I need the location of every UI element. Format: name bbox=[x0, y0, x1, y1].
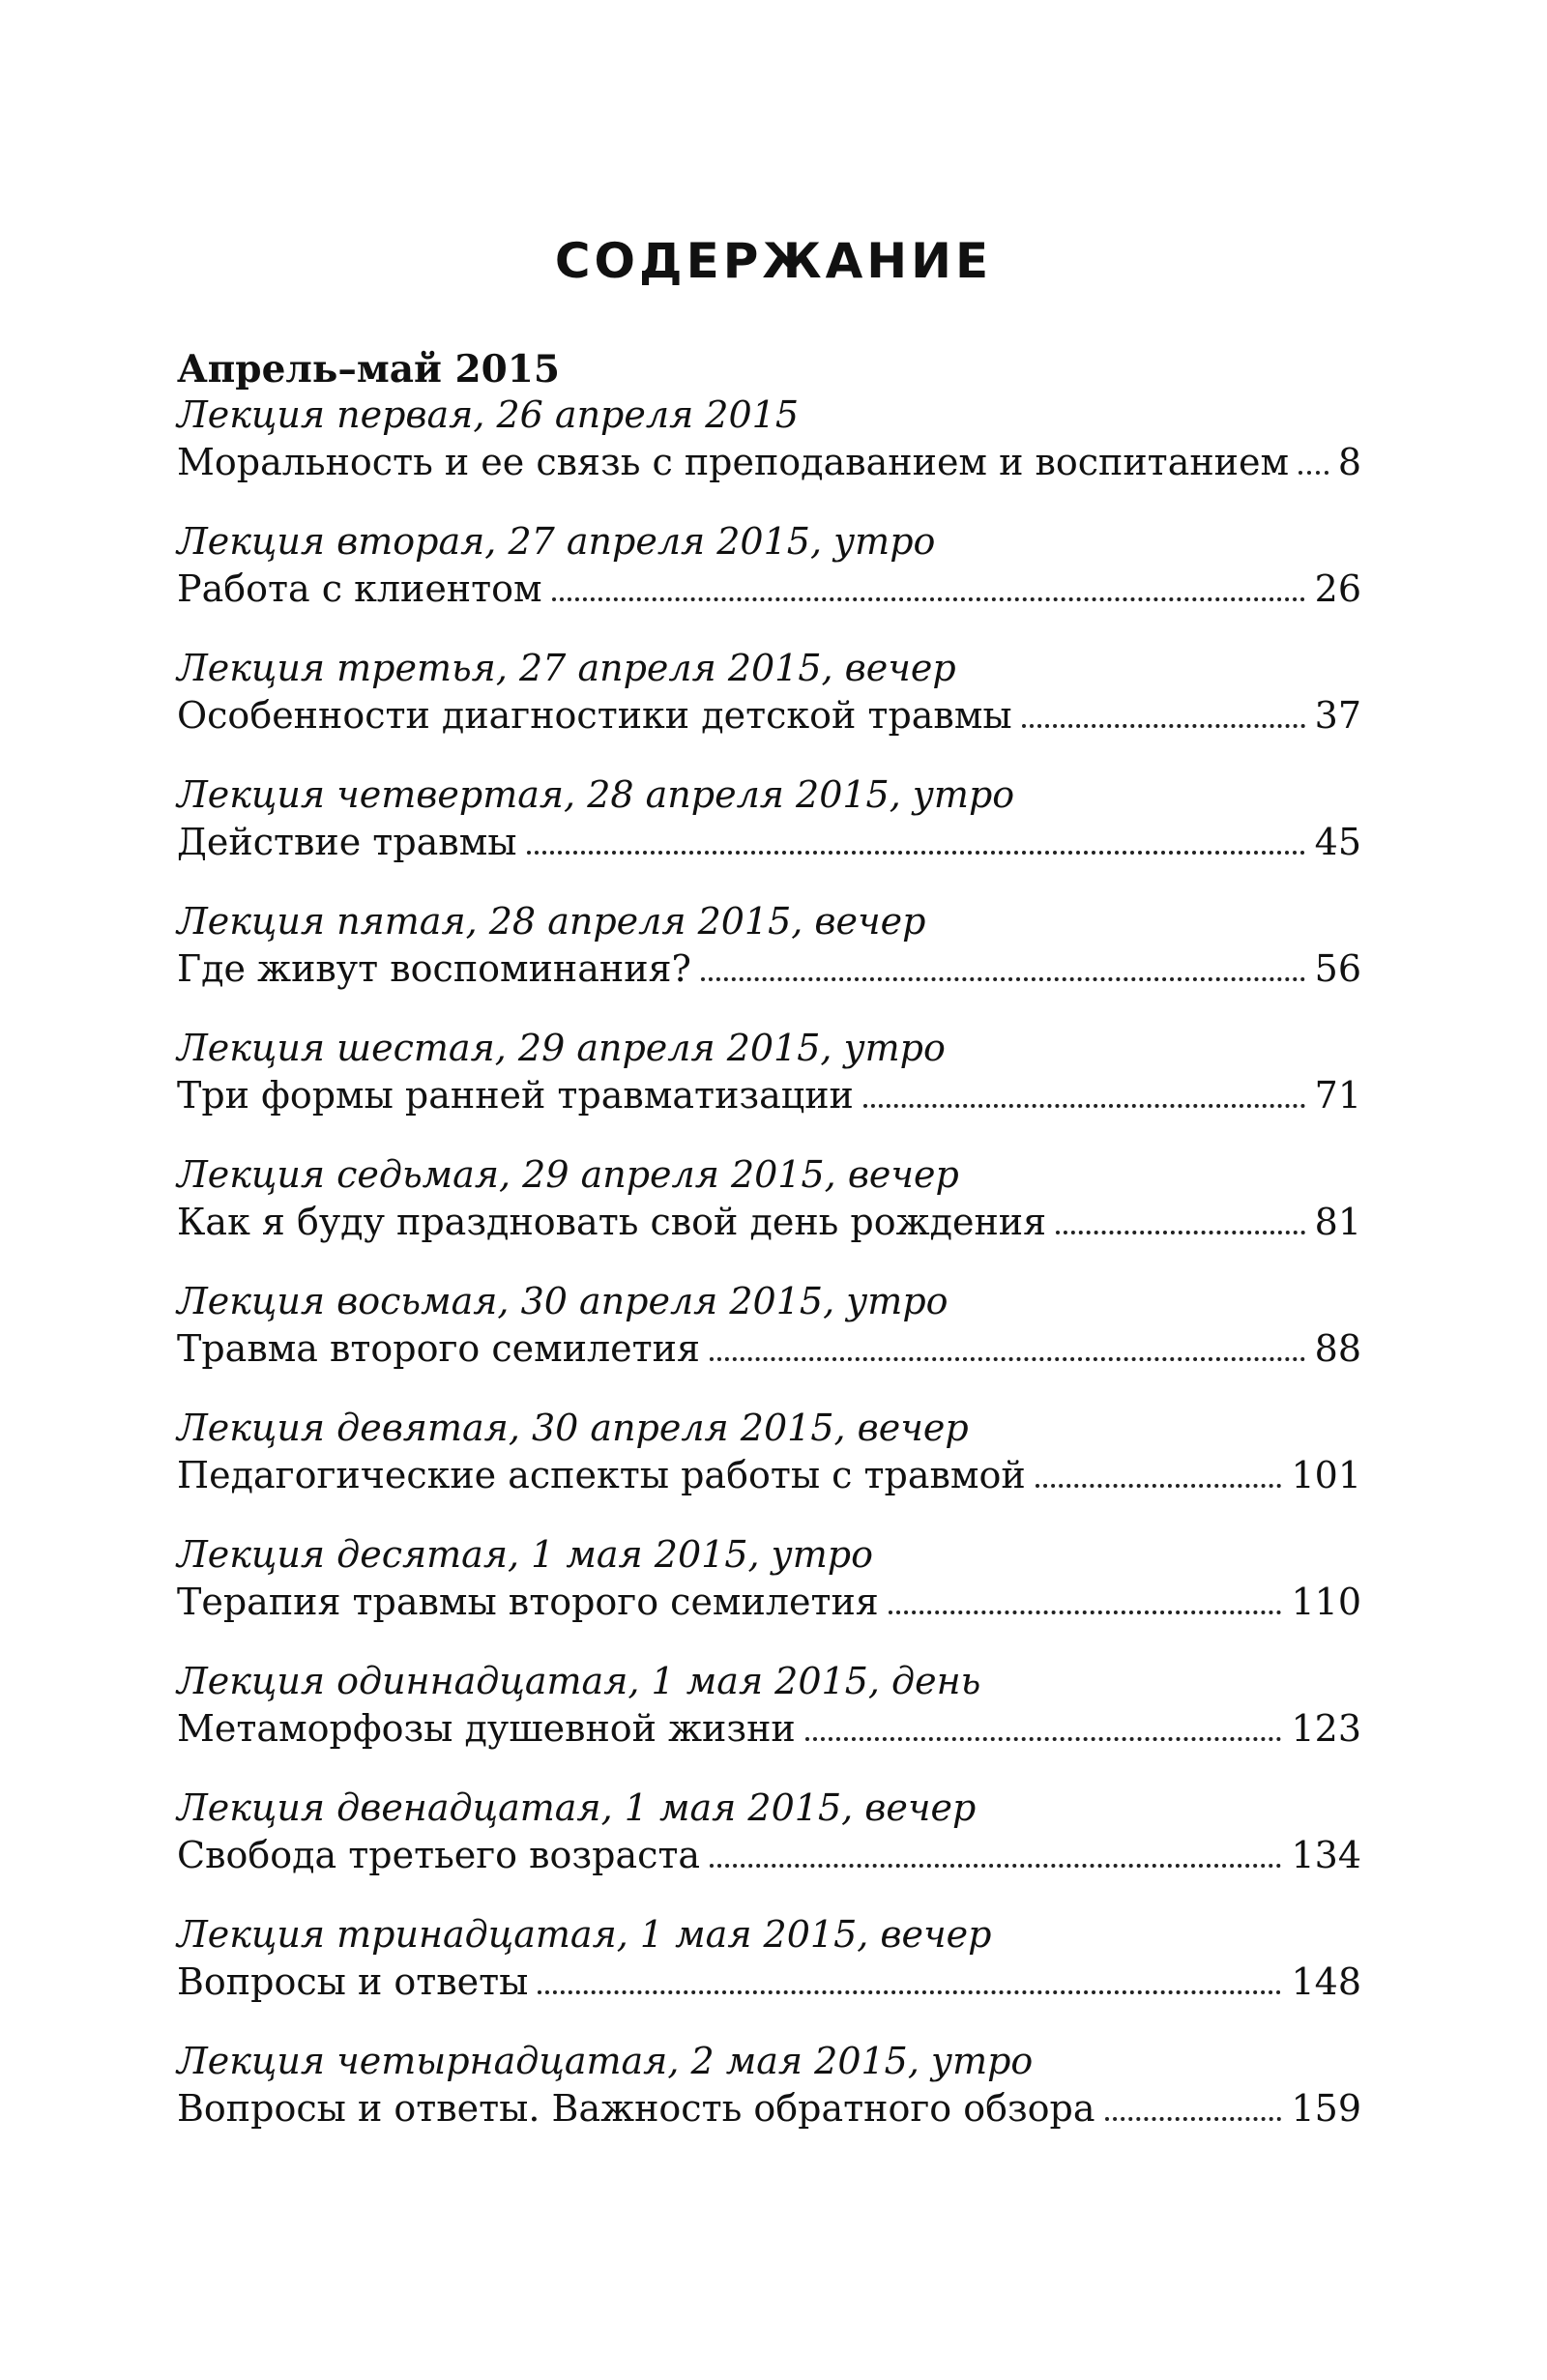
dot-leader bbox=[1022, 724, 1305, 728]
toc-line bbox=[177, 691, 1361, 740]
page-number: 159 bbox=[1291, 2087, 1361, 2130]
lecture-heading: Лекция шестая, 29 апреля 2015, утро bbox=[177, 1027, 946, 1069]
page-number: 56 bbox=[1314, 947, 1361, 990]
chapter-title: Работа с клиентом bbox=[177, 567, 542, 610]
toc-entry-11[interactable] bbox=[177, 1659, 1361, 1753]
toc-line bbox=[177, 1958, 1361, 2006]
chapter-title: Вопросы и ответы. Важность обратного обзора bbox=[177, 2087, 1095, 2130]
lecture-heading: Лекция вторая, 27 апреля 2015, утро bbox=[177, 520, 936, 563]
toc-entry-8[interactable] bbox=[177, 1279, 1361, 1373]
toc-entry-12[interactable] bbox=[177, 1785, 1361, 1879]
page-number: 148 bbox=[1291, 1960, 1361, 2003]
toc-line bbox=[177, 1324, 1361, 1373]
lecture-heading: Лекция двенадцатая, 1 мая 2015, вечер bbox=[177, 1786, 977, 1829]
chapter-title: Терапия травмы второго семилетия bbox=[177, 1581, 879, 1623]
chapter-title: Травма второго семилетия bbox=[177, 1327, 700, 1370]
chapter-title: Моральность и ее связь с преподаванием и воспитанием bbox=[177, 441, 1290, 483]
chapter-title: Вопросы и ответы bbox=[177, 1960, 529, 2003]
chapter-title: Свобода третьего возраста bbox=[177, 1834, 701, 1876]
lecture-heading: Лекция девятая, 30 апреля 2015, вечер bbox=[177, 1407, 969, 1449]
dot-leader bbox=[701, 977, 1305, 981]
page-number: 45 bbox=[1314, 821, 1361, 863]
page-number: 8 bbox=[1337, 441, 1361, 483]
page-number: 81 bbox=[1314, 1201, 1361, 1243]
toc-line bbox=[177, 565, 1361, 613]
toc-entry-13[interactable] bbox=[177, 1912, 1361, 2006]
toc-entry-3[interactable] bbox=[177, 646, 1361, 740]
lecture-heading: Лекция тринадцатая, 1 мая 2015, вечер bbox=[177, 1913, 992, 1956]
dot-leader bbox=[889, 1611, 1282, 1614]
lecture-heading: Лекция одиннадцатая, 1 мая 2015, день bbox=[177, 1660, 981, 1702]
dot-leader bbox=[1105, 2117, 1282, 2121]
dot-leader bbox=[710, 1357, 1305, 1361]
page-number: 101 bbox=[1291, 1454, 1361, 1496]
dot-leader bbox=[1036, 1484, 1282, 1488]
toc-entry-1[interactable] bbox=[177, 392, 1361, 486]
toc-line bbox=[177, 1831, 1361, 1879]
toc-entry-4[interactable] bbox=[177, 772, 1361, 866]
toc-line bbox=[177, 2084, 1361, 2133]
toc-entry-6[interactable] bbox=[177, 1026, 1361, 1119]
dot-leader bbox=[1299, 471, 1328, 475]
page-number: 71 bbox=[1314, 1074, 1361, 1117]
lecture-heading: Лекция третья, 27 апреля 2015, вечер bbox=[177, 647, 956, 689]
page-number: 37 bbox=[1314, 694, 1361, 737]
chapter-title: Три формы ранней травматизации bbox=[177, 1074, 854, 1117]
toc-line bbox=[177, 1578, 1361, 1626]
toc-entry-5[interactable] bbox=[177, 899, 1361, 993]
toc-line bbox=[177, 1198, 1361, 1246]
lecture-heading: Лекция первая, 26 апреля 2015 bbox=[177, 393, 800, 436]
lecture-heading: Лекция четырнадцатая, 2 мая 2015, утро bbox=[177, 2040, 1034, 2082]
lecture-heading: Лекция десятая, 1 мая 2015, утро bbox=[177, 1533, 873, 1576]
dot-leader bbox=[1056, 1231, 1305, 1234]
toc-line bbox=[177, 1071, 1361, 1119]
dot-leader bbox=[527, 851, 1305, 855]
lecture-heading: Лекция пятая, 28 апреля 2015, вечер bbox=[177, 900, 926, 943]
chapter-title: Метаморфозы душевной жизни bbox=[177, 1707, 796, 1750]
toc-entry-14[interactable] bbox=[177, 2039, 1361, 2133]
page-number: 110 bbox=[1291, 1581, 1361, 1623]
table-of-contents bbox=[177, 346, 1361, 2165]
toc-entry-10[interactable] bbox=[177, 1532, 1361, 1626]
dot-leader bbox=[552, 597, 1305, 601]
page-number: 26 bbox=[1314, 567, 1361, 610]
page-number: 88 bbox=[1314, 1327, 1361, 1370]
chapter-title: Как я буду праздновать свой день рождения bbox=[177, 1201, 1047, 1243]
toc-line bbox=[177, 1704, 1361, 1753]
lecture-heading: Лекция восьмая, 30 апреля 2015, утро bbox=[177, 1280, 949, 1322]
dot-leader bbox=[538, 1990, 1281, 1994]
dot-leader bbox=[710, 1864, 1281, 1868]
page-title: СОДЕРЖАНИЕ bbox=[554, 233, 993, 289]
dot-leader bbox=[805, 1737, 1282, 1741]
chapter-title: Педагогические аспекты работы с травмой bbox=[177, 1454, 1026, 1496]
toc-line bbox=[177, 438, 1361, 486]
dot-leader bbox=[863, 1104, 1305, 1108]
page-number: 123 bbox=[1291, 1707, 1361, 1750]
lecture-heading: Лекция седьмая, 29 апреля 2015, вечер bbox=[177, 1153, 959, 1196]
lecture-heading: Лекция четвертая, 28 апреля 2015, утро bbox=[177, 773, 1015, 816]
toc-entry-7[interactable] bbox=[177, 1152, 1361, 1246]
part-title: Апрель–май 2015 bbox=[177, 347, 561, 392]
toc-entry-2[interactable] bbox=[177, 519, 1361, 613]
toc-line bbox=[177, 818, 1361, 866]
chapter-title: Особенности диагностики детской травмы bbox=[177, 694, 1012, 737]
chapter-title: Где живут воспоминания? bbox=[177, 947, 691, 990]
toc-line bbox=[177, 944, 1361, 993]
toc-line bbox=[177, 1451, 1361, 1499]
chapter-title: Действие травмы bbox=[177, 821, 517, 863]
page-number: 134 bbox=[1291, 1834, 1361, 1876]
toc-entry-9[interactable] bbox=[177, 1406, 1361, 1499]
